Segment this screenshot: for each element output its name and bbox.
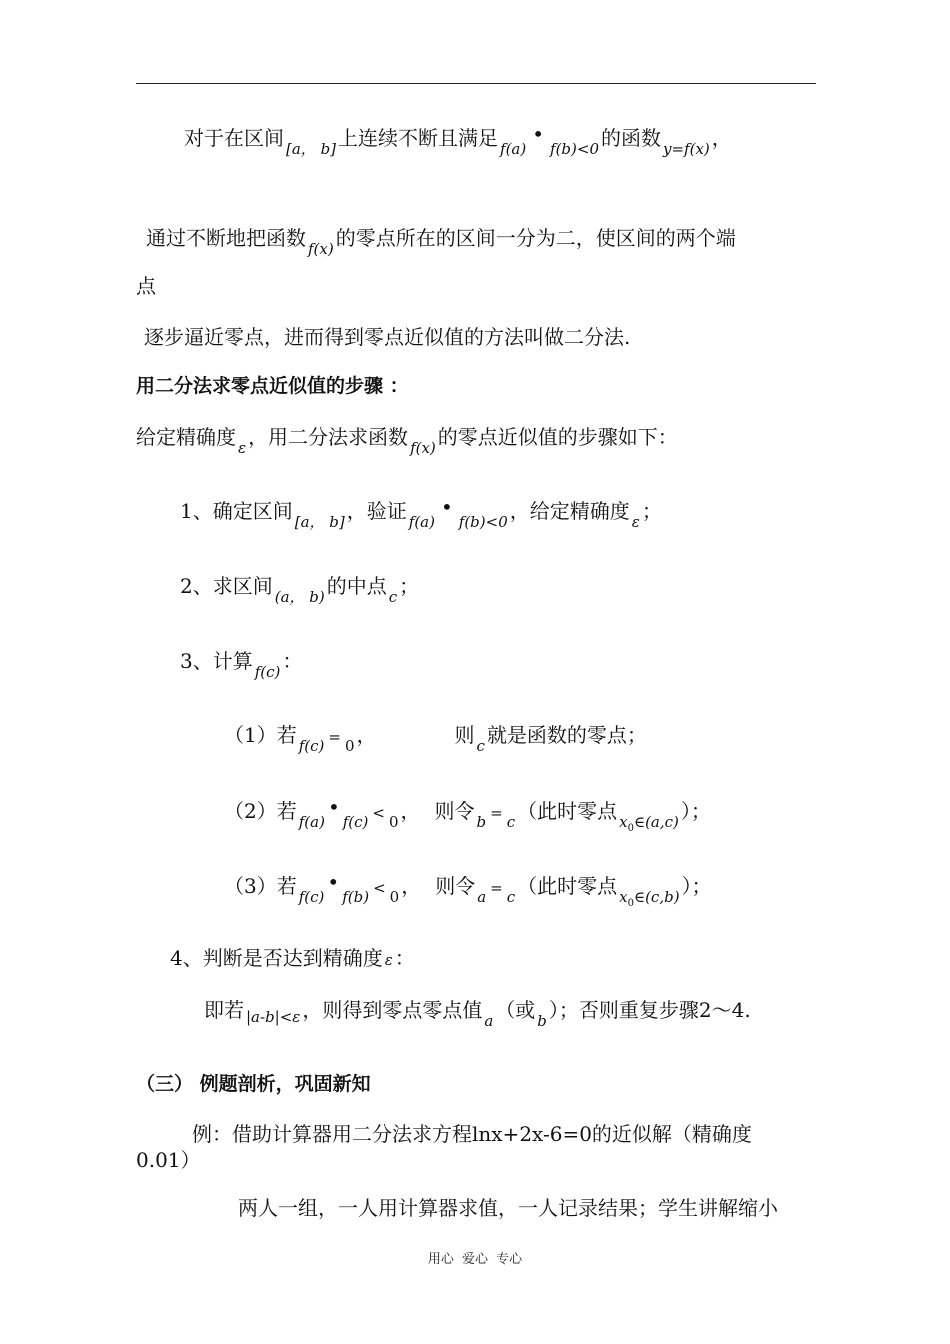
- math-x0-in-ac: [619, 813, 679, 834]
- math-c: c: [506, 888, 516, 906]
- math-c: c: [476, 737, 485, 755]
- text: ：: [394, 946, 415, 970]
- text: 的零点近似值的步骤如下：: [437, 425, 678, 449]
- example-line2: 0.01）: [136, 1148, 201, 1172]
- dot-operator: •: [327, 795, 340, 819]
- math-fc: f(c): [298, 888, 325, 906]
- paragraph-definition-line4: [144, 325, 630, 349]
- math-b: b: [476, 813, 487, 831]
- text: ）；: [680, 799, 711, 823]
- case-3: [224, 870, 712, 909]
- math-x0-in-cb: [619, 888, 680, 909]
- math-x: x: [619, 813, 628, 831]
- math-epsilon: ε: [631, 513, 640, 531]
- text: 逐步逼近零点，进而得到零点近似值的方法叫做二分法.: [144, 325, 631, 349]
- math-fc: f(c): [298, 737, 325, 755]
- step-4: [170, 946, 415, 972]
- math-epsilon: ε: [238, 439, 247, 457]
- subscript-zero: 0: [627, 898, 634, 909]
- text: 就是函数的零点；: [486, 723, 647, 747]
- math-abs-a-minus-b: |a-b|<ε: [246, 1008, 301, 1026]
- text: ：: [282, 649, 303, 673]
- text: 即若: [204, 998, 244, 1022]
- text: ，给定精确度: [509, 499, 630, 523]
- text: （1）若: [224, 723, 297, 747]
- text: （3）若: [224, 874, 297, 898]
- text: （此时零点: [517, 874, 618, 898]
- math-a: a: [477, 888, 487, 906]
- math-interval: [a， b]: [286, 140, 337, 158]
- text: ，验证: [346, 499, 407, 523]
- text: 点: [136, 274, 156, 298]
- text: ；: [399, 574, 420, 598]
- text: 则: [454, 723, 475, 747]
- text: 给定精确度: [136, 425, 236, 449]
- header-rule: [136, 83, 816, 84]
- step-3: [180, 649, 303, 681]
- math-fa: f(a): [298, 813, 325, 831]
- math-x: x: [619, 888, 628, 906]
- math-in-cb: ∈(c,b): [633, 888, 680, 906]
- dot-operator: •: [532, 122, 545, 146]
- math-fa: f(a): [408, 513, 435, 531]
- text: ）；: [681, 874, 712, 898]
- math-a: a: [484, 1012, 494, 1030]
- case-2: [224, 795, 711, 834]
- math-fx: f(x): [308, 240, 334, 258]
- text: 3、计算: [180, 649, 253, 673]
- section-heading-examples: （三） 例题剖析，巩固新知: [136, 1073, 371, 1095]
- less-than-sign: <: [373, 879, 386, 897]
- math-b: b: [537, 1012, 547, 1030]
- text: 通过不断地把函数: [146, 226, 306, 250]
- math-zero: 0: [344, 737, 355, 755]
- text: （或: [495, 998, 536, 1022]
- text: 1、确定区间: [180, 499, 293, 523]
- math-fb: f(b): [342, 888, 370, 906]
- paragraph-definition-line3: [136, 274, 156, 298]
- section-heading-steps: 用二分法求零点近似值的步骤 ：: [136, 375, 409, 397]
- activity-text: 两人一组，一人用计算器求值，一人记录结果；学生讲解缩小: [238, 1196, 778, 1220]
- math-interval: [a， b]: [294, 513, 345, 531]
- step-4-detail: [204, 998, 751, 1030]
- text: 则令: [434, 799, 475, 823]
- subscript-zero: 0: [627, 823, 634, 834]
- text: 的函数: [601, 126, 662, 150]
- text: ，: [401, 874, 422, 898]
- text: ）；否则重复步骤2～4.: [548, 998, 751, 1022]
- text: 的中点: [326, 574, 387, 598]
- math-fx: f(x): [410, 439, 436, 457]
- text: 对于在区间: [184, 126, 284, 150]
- example-line1: 例：借助计算器用二分法求方程lnx+2x-6=0的近似解（精确度: [192, 1122, 752, 1146]
- text: ；: [641, 499, 662, 523]
- math-open-interval: (a， b): [274, 588, 325, 606]
- math-fa: f(a): [500, 140, 527, 158]
- step-2: [180, 574, 420, 606]
- math-c: c: [506, 813, 516, 831]
- page-footer: 用心 爱心 专心: [427, 1252, 523, 1267]
- text: 4、判断是否达到精确度: [170, 946, 383, 970]
- text: ，: [711, 126, 732, 150]
- math-zero: 0: [388, 813, 399, 831]
- text: 的零点所在的区间一分为二，使区间的两个端: [335, 226, 736, 250]
- dot-operator: •: [440, 495, 453, 519]
- dot-operator: •: [327, 870, 340, 894]
- math-fc: f(c): [342, 813, 369, 831]
- math-zero: 0: [389, 888, 400, 906]
- step-1: [180, 495, 662, 531]
- text: （2）若: [224, 799, 297, 823]
- text: （此时零点: [517, 799, 618, 823]
- text: ，则得到零点零点值: [302, 998, 483, 1022]
- text: ，用二分法求函数: [248, 425, 409, 449]
- paragraph-definition-line1: [184, 122, 732, 158]
- math-fb-lt-0: f(b)<0: [458, 513, 508, 531]
- math-y-eq-fx: y=f(x): [663, 140, 710, 158]
- steps-intro: [136, 425, 678, 457]
- math-c: c: [388, 588, 398, 606]
- math-in-ac: ∈(a,c): [633, 813, 679, 831]
- text: 2、求区间: [180, 574, 273, 598]
- paragraph-definition-line2: [146, 226, 736, 258]
- text: ，: [400, 799, 421, 823]
- math-epsilon: ε: [384, 951, 393, 969]
- equals-sign: =: [490, 879, 503, 897]
- text: 上连续不断且满足: [338, 126, 499, 150]
- equals-sign: =: [490, 804, 503, 822]
- math-fc: f(c): [254, 663, 281, 681]
- math-fb-lt-0: f(b)<0: [550, 140, 600, 158]
- less-than-sign: <: [372, 804, 385, 822]
- case-1: [224, 723, 647, 755]
- text: ，: [356, 723, 377, 747]
- text: 则令: [435, 874, 476, 898]
- equals-sign: =: [328, 728, 341, 746]
